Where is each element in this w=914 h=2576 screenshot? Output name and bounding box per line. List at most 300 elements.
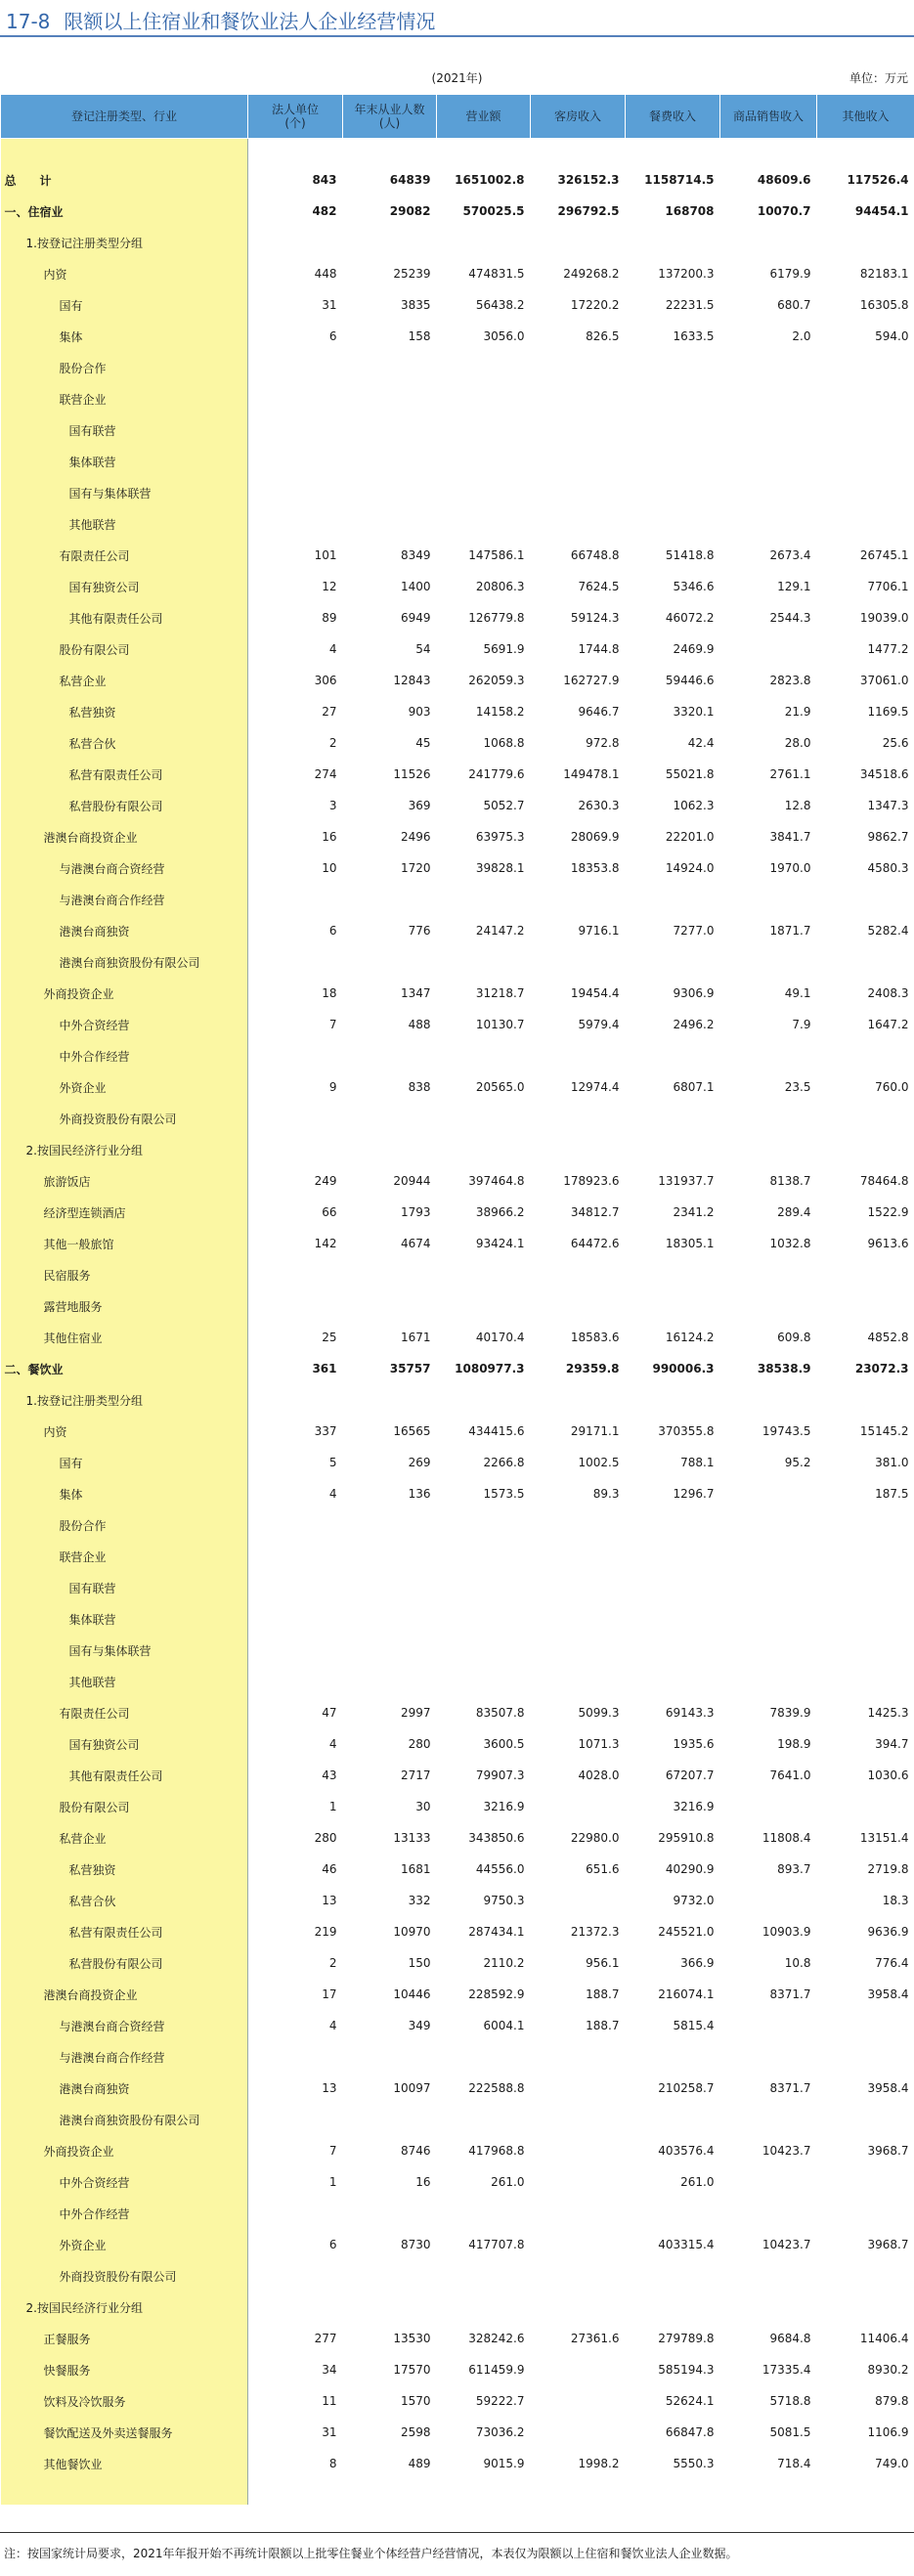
cell-value	[817, 2104, 914, 2135]
cell-value	[720, 1541, 817, 1572]
header-row	[1, 95, 914, 139]
cell-value	[248, 139, 343, 165]
row-label: 快餐服务	[1, 2354, 248, 2385]
row-label: 国有与集体联营	[1, 477, 248, 508]
cell-value: 94454.1	[854, 204, 909, 218]
cell-value	[531, 1791, 626, 1822]
cell-value	[531, 2073, 626, 2104]
cell-value	[817, 1509, 914, 1541]
cell-value	[817, 1572, 914, 1603]
cell-value: 2469.9	[673, 642, 715, 656]
cell-value	[531, 2292, 626, 2323]
cell-value	[817, 1541, 914, 1572]
cell-value: 2544.3	[769, 611, 811, 625]
cell-value: 1970.0	[769, 861, 811, 875]
cell-value: 1573.5	[483, 1487, 525, 1501]
cell-value: 95.2	[784, 1456, 811, 1469]
cell-value: 59124.3	[570, 611, 620, 625]
cell-value: 79907.3	[475, 1768, 525, 1782]
cell-value	[343, 508, 437, 540]
header-goods-income: 商品销售收入	[720, 95, 817, 139]
cell-value: 249	[314, 1174, 337, 1188]
cell-value: 64472.6	[570, 1237, 620, 1250]
cell-value	[343, 1384, 437, 1416]
cell-value	[437, 1259, 531, 1290]
cell-value	[343, 1541, 437, 1572]
cell-value: 9862.7	[867, 830, 909, 844]
header-turnover: 营业额	[437, 95, 531, 139]
cell-value: 394.7	[875, 1737, 909, 1751]
cell-value	[248, 2198, 343, 2229]
cell-value	[626, 446, 720, 477]
cell-value: 2823.8	[769, 674, 811, 687]
cell-value: 7624.5	[578, 580, 620, 593]
cell-value	[626, 946, 720, 978]
cell-value: 13133	[393, 1831, 431, 1845]
cell-value	[817, 477, 914, 508]
cell-value: 448	[314, 267, 337, 281]
cell-value: 7	[328, 2144, 337, 2158]
cell-value	[626, 1666, 720, 1697]
cell-value: 11406.4	[859, 2332, 909, 2345]
row-label: 私营股份有限公司	[1, 1947, 248, 1979]
row-label: 私营股份有限公司	[1, 790, 248, 821]
row-label: 国有独资公司	[1, 1728, 248, 1760]
cell-value: 332	[408, 1894, 431, 1907]
cell-value: 3958.4	[867, 1987, 909, 2001]
row-label: 国有与集体联营	[1, 1635, 248, 1666]
cell-value	[531, 1259, 626, 1290]
cell-value: 9684.8	[769, 2332, 811, 2345]
cell-value	[343, 2041, 437, 2073]
bottom-rule	[0, 2532, 914, 2533]
year-label: (2021年)	[431, 71, 483, 85]
cell-value: 1681	[400, 1862, 431, 1876]
row-label	[1, 2479, 248, 2505]
row-label: 其他有限责任公司	[1, 1760, 248, 1791]
cell-value	[437, 1103, 531, 1134]
cell-value	[626, 884, 720, 915]
cell-value	[531, 1103, 626, 1134]
table-row	[1, 852, 914, 884]
table-row	[1, 2354, 914, 2385]
cell-value: 1032.8	[769, 1237, 811, 1250]
cell-value: 482	[312, 204, 337, 218]
cell-value	[343, 1134, 437, 1165]
cell-value	[343, 1666, 437, 1697]
cell-value: 21.9	[784, 705, 811, 719]
table-row	[1, 383, 914, 415]
cell-value	[531, 1134, 626, 1165]
table-row	[1, 540, 914, 571]
cell-value: 349	[408, 2019, 431, 2032]
cell-value	[437, 884, 531, 915]
cell-value: 274	[314, 767, 337, 781]
table-row	[1, 1728, 914, 1760]
cell-value	[531, 2385, 626, 2417]
cell-value	[720, 1384, 817, 1416]
cell-value: 10446	[393, 1987, 431, 2001]
cell-value	[817, 227, 914, 258]
cell-value: 178923.6	[563, 1174, 620, 1188]
cell-value: 59446.6	[665, 674, 715, 687]
row-label: 国有	[1, 289, 248, 321]
row-label: 国有独资公司	[1, 571, 248, 602]
table-row	[1, 321, 914, 352]
cell-value	[626, 2104, 720, 2135]
cell-value	[626, 1103, 720, 1134]
cell-value: 16	[322, 830, 337, 844]
cell-value: 269	[408, 1456, 431, 1469]
cell-value: 343850.6	[468, 1831, 525, 1845]
row-label: 与港澳台商合资经营	[1, 2010, 248, 2041]
cell-value: 6	[328, 329, 337, 343]
cell-value: 1	[328, 2175, 337, 2189]
table-row	[1, 477, 914, 508]
cell-value: 956.1	[586, 1956, 620, 1970]
cell-value: 11526	[393, 767, 431, 781]
cell-value	[720, 1603, 817, 1635]
cell-value: 21372.3	[570, 1925, 620, 1939]
cell-value: 9646.7	[578, 705, 620, 719]
table-row	[1, 2323, 914, 2354]
cell-value	[720, 1885, 817, 1916]
row-label: 其他联营	[1, 1666, 248, 1697]
cell-value: 370355.8	[658, 1424, 715, 1438]
cell-value	[437, 2104, 531, 2135]
cell-value: 1296.7	[673, 1487, 715, 1501]
table-row	[1, 884, 914, 915]
cell-value: 249268.2	[563, 267, 620, 281]
table-row	[1, 1416, 914, 1447]
cell-value	[817, 446, 914, 477]
cell-value: 369	[408, 799, 431, 812]
cell-value	[248, 383, 343, 415]
cell-value: 788.1	[680, 1456, 715, 1469]
row-label: 饮料及冷饮服务	[1, 2385, 248, 2417]
table-row	[1, 2198, 914, 2229]
cell-value	[720, 1478, 817, 1509]
cell-value: 31218.7	[475, 986, 525, 1000]
row-label: 与港澳台商合作经营	[1, 884, 248, 915]
cell-value	[437, 1384, 531, 1416]
row-label: 私营独资	[1, 1854, 248, 1885]
row-label: 外商投资企业	[1, 978, 248, 1009]
cell-value	[248, 227, 343, 258]
cell-value: 2496	[400, 830, 431, 844]
table-body	[1, 139, 914, 2506]
unit-label: 单位：万元	[849, 71, 908, 85]
cell-value: 162727.9	[563, 674, 620, 687]
table-row	[1, 1979, 914, 2010]
cell-value: 609.8	[777, 1331, 811, 1344]
row-label	[1, 139, 248, 165]
cell-value: 28.0	[784, 736, 811, 750]
cell-value: 7706.1	[867, 580, 909, 593]
cell-value: 63975.3	[475, 830, 525, 844]
cell-value: 3320.1	[673, 705, 715, 719]
cell-value: 129.1	[777, 580, 811, 593]
cell-value	[626, 2479, 720, 2505]
table-row	[1, 2417, 914, 2448]
cell-value: 2.0	[792, 329, 811, 343]
cell-value	[817, 2010, 914, 2041]
cell-value	[531, 1572, 626, 1603]
row-label: 正餐服务	[1, 2323, 248, 2354]
row-label: 港澳台商独资	[1, 915, 248, 946]
cell-value: 1071.3	[578, 1737, 620, 1751]
table-row	[1, 696, 914, 727]
row-label: 旅游饭店	[1, 1165, 248, 1197]
table-row	[1, 1384, 914, 1416]
cell-value	[626, 2198, 720, 2229]
cell-value	[720, 946, 817, 978]
cell-value: 93424.1	[475, 1237, 525, 1250]
cell-value: 17220.2	[570, 298, 620, 312]
row-label: 外商投资股份有限公司	[1, 1103, 248, 1134]
cell-value	[817, 1103, 914, 1134]
cell-value	[248, 446, 343, 477]
cell-value: 17335.4	[762, 2363, 811, 2377]
cell-value	[437, 2041, 531, 2073]
cell-value: 585194.3	[658, 2363, 715, 2377]
cell-value: 22231.5	[665, 298, 715, 312]
table-row	[1, 2260, 914, 2292]
row-label: 餐饮配送及外卖送餐服务	[1, 2417, 248, 2448]
cell-value	[720, 1572, 817, 1603]
cell-value	[817, 2166, 914, 2198]
cell-value: 8	[328, 2457, 337, 2470]
cell-value: 1647.2	[867, 1018, 909, 1031]
cell-value: 3216.9	[483, 1800, 525, 1813]
cell-value	[531, 415, 626, 446]
cell-value	[248, 1635, 343, 1666]
cell-value: 15145.2	[859, 1424, 909, 1438]
cell-value: 1425.3	[867, 1706, 909, 1720]
cell-value: 4028.0	[578, 1768, 620, 1782]
cell-value: 10423.7	[762, 2144, 811, 2158]
row-label: 与港澳台商合资经营	[1, 852, 248, 884]
cell-value: 14158.2	[475, 705, 525, 719]
cell-value	[343, 884, 437, 915]
cell-value: 101	[314, 548, 337, 562]
header-units: 法人单位 (个)	[248, 95, 343, 139]
cell-value: 78464.8	[859, 1174, 909, 1188]
table-row	[1, 790, 914, 821]
cell-value: 20565.0	[475, 1080, 525, 1094]
cell-value	[531, 946, 626, 978]
cell-value	[720, 2292, 817, 2323]
cell-value: 403576.4	[658, 2144, 715, 2158]
cell-value: 16565	[393, 1424, 431, 1438]
cell-value	[437, 477, 531, 508]
row-label: 股份有限公司	[1, 1791, 248, 1822]
row-label: 联营企业	[1, 1541, 248, 1572]
table-row	[1, 915, 914, 946]
cell-value: 188.7	[586, 2019, 620, 2032]
cell-value: 29082	[389, 204, 431, 218]
cell-value	[817, 383, 914, 415]
cell-value: 1080977.3	[455, 1362, 525, 1375]
cell-value	[720, 446, 817, 477]
cell-value: 3841.7	[769, 830, 811, 844]
cell-value: 18.3	[882, 1894, 909, 1907]
cell-value	[531, 1290, 626, 1322]
cell-value	[817, 1384, 914, 1416]
cell-value: 37061.0	[859, 674, 909, 687]
cell-value	[817, 1666, 914, 1697]
cell-value: 3968.7	[867, 2238, 909, 2251]
cell-value: 3968.7	[867, 2144, 909, 2158]
cell-value: 56438.2	[475, 298, 525, 312]
cell-value	[720, 508, 817, 540]
cell-value: 10130.7	[475, 1018, 525, 1031]
cell-value: 5081.5	[769, 2425, 811, 2439]
cell-value: 149478.1	[563, 767, 620, 781]
cell-value: 760.0	[875, 1080, 909, 1094]
cell-value: 47	[322, 1706, 337, 1720]
cell-value: 30	[415, 1800, 431, 1813]
cell-value: 25239	[393, 267, 431, 281]
row-label: 中外合资经营	[1, 1009, 248, 1040]
cell-value: 38966.2	[475, 1205, 525, 1219]
cell-value: 1744.8	[578, 642, 620, 656]
cell-value: 10.8	[784, 1956, 811, 1970]
cell-value	[817, 139, 914, 165]
cell-value	[343, 227, 437, 258]
cell-value: 8138.7	[769, 1174, 811, 1188]
cell-value: 222588.8	[468, 2081, 525, 2095]
cell-value	[720, 2260, 817, 2292]
cell-value: 12843	[393, 674, 431, 687]
cell-value: 51418.8	[665, 548, 715, 562]
cell-value: 328242.6	[468, 2332, 525, 2345]
cell-value	[626, 383, 720, 415]
row-label: 国有联营	[1, 415, 248, 446]
table-row	[1, 1791, 914, 1822]
cell-value	[531, 446, 626, 477]
cell-value	[437, 2292, 531, 2323]
cell-value: 12974.4	[570, 1080, 620, 1094]
cell-value	[720, 1290, 817, 1322]
cell-value: 2719.8	[867, 1862, 909, 1876]
cell-value	[626, 139, 720, 165]
cell-value	[248, 2479, 343, 2505]
cell-value: 2496.2	[673, 1018, 715, 1031]
cell-value: 6	[328, 924, 337, 938]
cell-value	[626, 1572, 720, 1603]
cell-value: 2717	[400, 1768, 431, 1782]
row-label: 港澳台商投资企业	[1, 1979, 248, 2010]
table-row	[1, 1290, 914, 1322]
table-row	[1, 1697, 914, 1728]
cell-value	[626, 1541, 720, 1572]
cell-value: 9636.9	[867, 1925, 909, 1939]
cell-value: 474831.5	[468, 267, 525, 281]
cell-value: 64839	[389, 173, 431, 187]
cell-value: 2598	[400, 2425, 431, 2439]
cell-value: 18353.8	[570, 861, 620, 875]
cell-value	[248, 1541, 343, 1572]
cell-value	[720, 2198, 817, 2229]
table-row	[1, 1760, 914, 1791]
cell-value: 4	[328, 2019, 337, 2032]
cell-value: 3216.9	[673, 1800, 715, 1813]
cell-value: 13151.4	[859, 1831, 909, 1845]
cell-value: 8746	[400, 2144, 431, 2158]
row-label: 港澳台商独资股份有限公司	[1, 946, 248, 978]
table-row	[1, 821, 914, 852]
cell-value: 73036.2	[475, 2425, 525, 2439]
cell-value: 126779.8	[468, 611, 525, 625]
table-row	[1, 2229, 914, 2260]
cell-value: 1720	[400, 861, 431, 875]
cell-value: 296792.5	[557, 204, 620, 218]
cell-value: 20944	[393, 1174, 431, 1188]
cell-value: 1400	[400, 580, 431, 593]
row-label: 股份合作	[1, 1509, 248, 1541]
cell-value: 326152.3	[557, 173, 620, 187]
cell-value: 59222.7	[475, 2394, 525, 2408]
row-label: 内资	[1, 258, 248, 289]
cell-value: 1793	[400, 1205, 431, 1219]
cell-value: 12.8	[784, 799, 811, 812]
cell-value: 44556.0	[475, 1862, 525, 1876]
cell-value	[343, 477, 437, 508]
cell-value: 29171.1	[570, 1424, 620, 1438]
cell-value	[437, 1541, 531, 1572]
cell-value: 8930.2	[867, 2363, 909, 2377]
row-label: 总 计	[1, 164, 248, 196]
cell-value: 13	[322, 2081, 337, 2095]
cell-value: 295910.8	[658, 1831, 715, 1845]
cell-value: 262059.3	[468, 674, 525, 687]
table-row	[1, 1509, 914, 1541]
cell-value: 19454.4	[570, 986, 620, 1000]
table-row	[1, 2292, 914, 2323]
cell-value: 40170.4	[475, 1331, 525, 1344]
cell-value: 9750.3	[483, 1894, 525, 1907]
cell-value: 34	[322, 2363, 337, 2377]
cell-value: 46	[322, 1862, 337, 1876]
cell-value: 18583.6	[570, 1331, 620, 1344]
cell-value	[248, 1134, 343, 1165]
cell-value: 1651002.8	[455, 173, 525, 187]
table-row	[1, 1071, 914, 1103]
cell-value	[248, 2292, 343, 2323]
cell-value: 10423.7	[762, 2238, 811, 2251]
cell-value	[626, 227, 720, 258]
cell-value: 826.5	[586, 329, 620, 343]
cell-value: 147586.1	[468, 548, 525, 562]
cell-value: 216074.1	[658, 1987, 715, 2001]
header-employees: 年末从业人数 (人)	[343, 95, 437, 139]
cell-value: 6949	[400, 611, 431, 625]
footnote: 注：按国家统计局要求，2021年年报开始不再统计限额以上批零住餐业个体经营户经营情况，本表仅为限额以上住宿和餐饮业法人企业数据。	[4, 2547, 738, 2560]
cell-value: 5979.4	[578, 1018, 620, 1031]
cell-value: 42.4	[687, 736, 715, 750]
cell-value	[626, 1040, 720, 1071]
cell-value: 5550.3	[673, 2457, 715, 2470]
cell-value	[248, 1290, 343, 1322]
cell-value	[437, 1134, 531, 1165]
table-row	[1, 1040, 914, 1071]
cell-value	[817, 884, 914, 915]
cell-value: 3600.5	[483, 1737, 525, 1751]
cell-value	[720, 633, 817, 665]
cell-value: 17570	[393, 2363, 431, 2377]
cell-value	[531, 383, 626, 415]
